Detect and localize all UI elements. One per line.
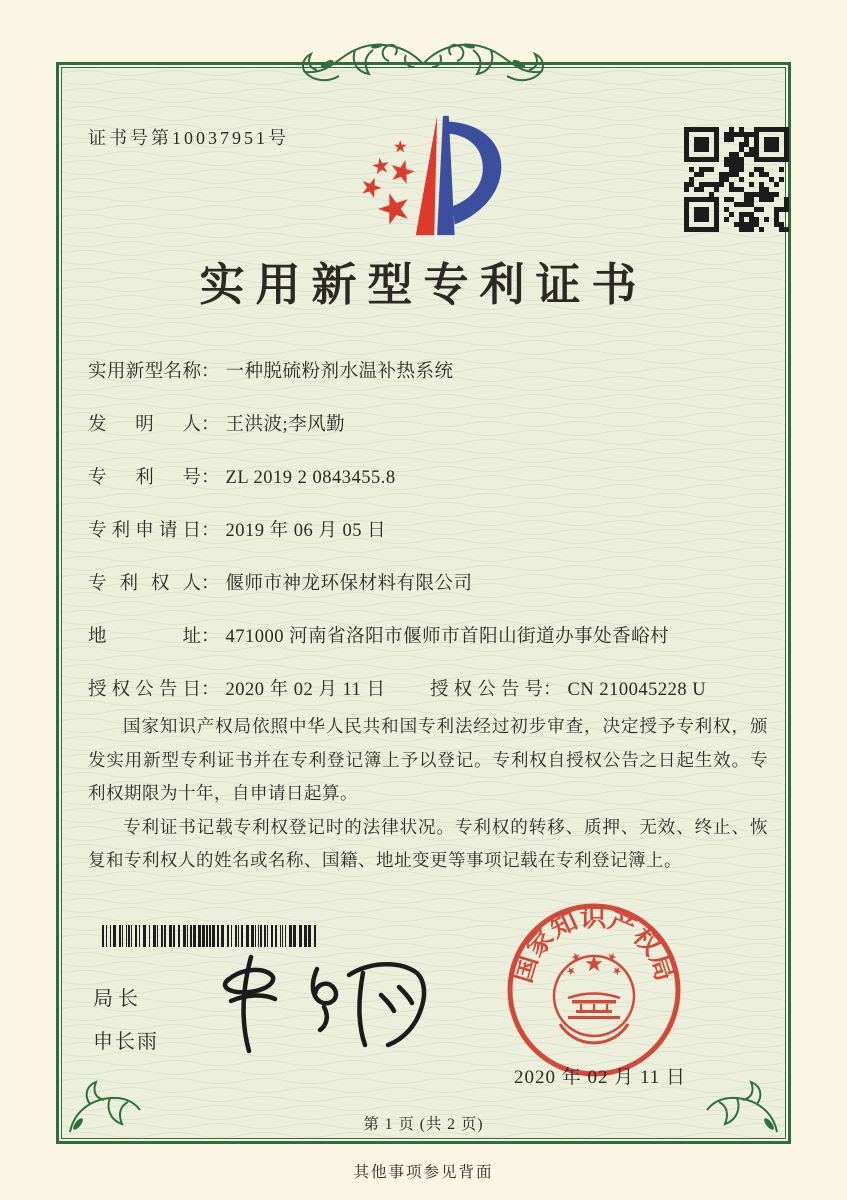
qr-code xyxy=(684,127,789,232)
page-number: 第 1 页 (共 2 页) xyxy=(363,1116,484,1133)
grant-number-pair xyxy=(430,675,706,701)
field-row-name xyxy=(88,357,787,380)
field-row-patent-no xyxy=(88,463,787,486)
field-row-grant xyxy=(88,675,787,698)
cnipa-logo xyxy=(338,110,513,241)
field-label: 专利申请日 xyxy=(88,521,201,541)
official-seal xyxy=(505,901,683,1079)
logo-star-icon xyxy=(371,156,390,174)
field-colon: ： xyxy=(201,415,220,435)
logo-red-wedge xyxy=(416,116,437,235)
body-paragraph-1: 国家知识产权局依照中华人民共和国专利法经过初步审查，决定授予专利权，颁发实用新型专利证书并在专利登记簿上予以登记。专利权自授权公告之日起生效。专利权期限为十年，自申请日起算。 xyxy=(88,716,768,803)
field-value: 偃师市神龙环保材料有限公司 xyxy=(225,574,473,594)
barcode xyxy=(100,925,320,947)
field-row-inventor xyxy=(88,410,787,433)
logo-star-icon xyxy=(359,174,385,199)
logo-star-icon xyxy=(394,140,407,152)
field-label: 授权公告号 xyxy=(430,680,543,700)
field-colon: ： xyxy=(201,362,220,382)
field-label: 地址 xyxy=(88,627,201,647)
field-value: 471000 河南省洛阳市偃师市首阳山街道办事处香峪村 xyxy=(225,627,670,647)
field-label: 专利权人 xyxy=(88,574,201,594)
field-colon: ： xyxy=(201,627,220,647)
field-row-filing-date xyxy=(88,516,787,539)
field-value: 一种脱硫粉剂水温补热系统 xyxy=(225,362,454,382)
national-emblem xyxy=(554,951,634,1043)
body-paragraph-2: 专利证书记载专利权登记时的法律状况。专利权的转移、质押、无效、终止、恢复和专利权人的姓名或名称、国籍、地址变更等事项记载在专利登记簿上。 xyxy=(88,816,768,870)
field-value: 王洪波;李风勤 xyxy=(225,415,346,435)
field-list xyxy=(88,357,787,728)
field-value: CN 210045228 U xyxy=(567,680,707,700)
seal-date: 2020 年 02 月 11 日 xyxy=(514,1067,687,1088)
field-label: 授权公告日 xyxy=(88,680,201,700)
field-colon: ： xyxy=(201,574,220,594)
legal-text-block xyxy=(88,710,768,878)
field-colon: ： xyxy=(543,680,562,700)
back-note: 其他事项参见背面 xyxy=(353,1164,494,1181)
field-value: 2019 年 06 月 05 日 xyxy=(225,521,387,541)
seal-arc-text: 国家知识产权局 xyxy=(509,905,678,986)
field-label: 专利号 xyxy=(88,468,201,488)
logo-star-icon xyxy=(388,157,417,185)
field-label: 实用新型名称 xyxy=(88,362,201,382)
field-row-patentee xyxy=(88,569,787,592)
certificate-title: 实用新型专利证书 xyxy=(199,260,648,310)
director-name: 申长雨 xyxy=(93,1031,159,1053)
field-colon: ： xyxy=(201,680,220,700)
certificate-number: 证书号第10037951号 xyxy=(88,128,289,148)
logo-blue-bowl xyxy=(447,122,501,225)
field-label: 发明人 xyxy=(88,415,201,435)
director-title: 局长 xyxy=(93,988,143,1010)
director-signature xyxy=(213,945,443,1057)
field-value: 2020 年 02 月 11 日 xyxy=(225,680,386,700)
field-colon: ： xyxy=(201,468,220,488)
field-value: ZL 2019 2 0843455.8 xyxy=(225,468,396,488)
logo-star-icon xyxy=(374,188,413,226)
field-row-address xyxy=(88,622,787,645)
field-colon: ： xyxy=(201,521,220,541)
